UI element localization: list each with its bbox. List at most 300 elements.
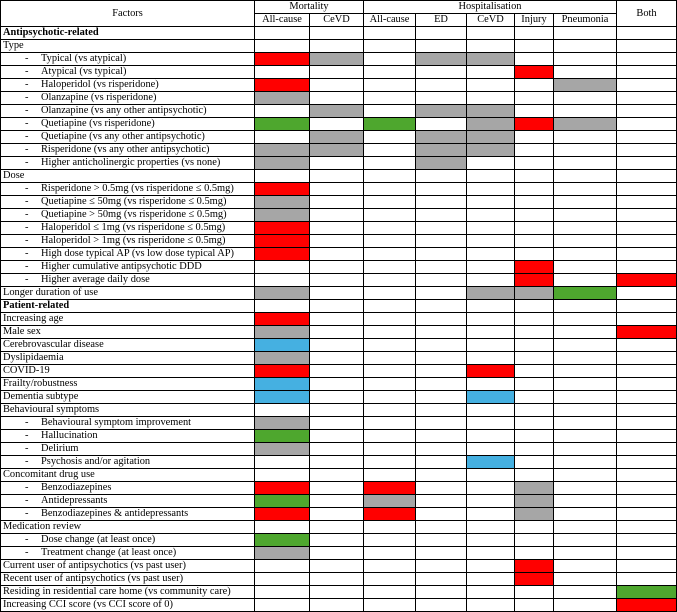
cell-hosp-cevd bbox=[467, 352, 515, 365]
cell-hosp-all-cause bbox=[364, 222, 416, 235]
cell-both bbox=[617, 495, 677, 508]
dash-marker: - bbox=[25, 131, 29, 142]
cell-mortality-all-cause bbox=[255, 586, 310, 599]
cell-both bbox=[617, 287, 677, 300]
cell-both bbox=[617, 352, 677, 365]
cell-mortality-cevd bbox=[310, 534, 364, 547]
cell-hosp-all-cause bbox=[364, 599, 416, 612]
cell-hosp-pneumonia bbox=[554, 66, 617, 79]
cell-mortality-cevd bbox=[310, 79, 364, 92]
cell-hosp-all-cause bbox=[364, 586, 416, 599]
table-row bbox=[1, 430, 677, 443]
cell-hosp-injury bbox=[515, 274, 554, 287]
cell-both bbox=[617, 248, 677, 261]
table-row bbox=[1, 196, 677, 209]
cell-hosp-all-cause bbox=[364, 404, 416, 417]
table-row bbox=[1, 248, 677, 261]
header-hospitalisation: Hospitalisation bbox=[364, 1, 617, 14]
cell-mortality-cevd bbox=[310, 27, 364, 40]
dash-marker: - bbox=[25, 495, 29, 506]
cell-hosp-injury bbox=[515, 144, 554, 157]
cell-hosp-pneumonia bbox=[554, 443, 617, 456]
dash-marker: - bbox=[25, 417, 29, 428]
cell-hosp-all-cause bbox=[364, 118, 416, 131]
cell-hosp-injury bbox=[515, 196, 554, 209]
cell-hosp-all-cause bbox=[364, 170, 416, 183]
cell-hosp-all-cause bbox=[364, 430, 416, 443]
cell-mortality-all-cause bbox=[255, 430, 310, 443]
table-row bbox=[1, 521, 677, 534]
cell-hosp-all-cause bbox=[364, 560, 416, 573]
factor-label: Behavioural symptoms bbox=[3, 404, 100, 415]
cell-hosp-cevd bbox=[467, 53, 515, 66]
cell-hosp-injury bbox=[515, 521, 554, 534]
cell-both bbox=[617, 443, 677, 456]
cell-mortality-cevd bbox=[310, 222, 364, 235]
cell-hosp-cevd bbox=[467, 560, 515, 573]
cell-mortality-all-cause bbox=[255, 495, 310, 508]
cell-hosp-injury bbox=[515, 404, 554, 417]
cell-hosp-cevd bbox=[467, 430, 515, 443]
cell-hosp-ed bbox=[416, 131, 467, 144]
cell-hosp-ed bbox=[416, 430, 467, 443]
cell-mortality-cevd bbox=[310, 482, 364, 495]
table-row bbox=[1, 586, 677, 599]
cell-both bbox=[617, 599, 677, 612]
cell-both bbox=[617, 573, 677, 586]
cell-both bbox=[617, 339, 677, 352]
factor-cell bbox=[1, 27, 255, 40]
cell-hosp-cevd bbox=[467, 157, 515, 170]
dash-marker: - bbox=[25, 235, 29, 246]
cell-mortality-all-cause bbox=[255, 92, 310, 105]
factor-cell bbox=[1, 391, 255, 404]
cell-hosp-cevd bbox=[467, 521, 515, 534]
table-row bbox=[1, 495, 677, 508]
cell-hosp-cevd bbox=[467, 196, 515, 209]
header-hosp-injury: Injury bbox=[515, 14, 554, 27]
table-row bbox=[1, 508, 677, 521]
cell-hosp-injury bbox=[515, 157, 554, 170]
cell-hosp-pneumonia bbox=[554, 248, 617, 261]
cell-hosp-pneumonia bbox=[554, 144, 617, 157]
cell-both bbox=[617, 378, 677, 391]
cell-hosp-all-cause bbox=[364, 92, 416, 105]
factor-cell bbox=[1, 599, 255, 612]
cell-hosp-ed bbox=[416, 469, 467, 482]
cell-hosp-injury bbox=[515, 573, 554, 586]
cell-hosp-pneumonia bbox=[554, 313, 617, 326]
cell-hosp-ed bbox=[416, 547, 467, 560]
cell-hosp-all-cause bbox=[364, 365, 416, 378]
factor-cell bbox=[1, 157, 255, 170]
cell-mortality-cevd bbox=[310, 404, 364, 417]
cell-hosp-pneumonia bbox=[554, 222, 617, 235]
cell-both bbox=[617, 209, 677, 222]
table-row bbox=[1, 274, 677, 287]
cell-mortality-all-cause bbox=[255, 326, 310, 339]
table-row bbox=[1, 365, 677, 378]
cell-hosp-all-cause bbox=[364, 183, 416, 196]
cell-hosp-injury bbox=[515, 300, 554, 313]
cell-mortality-cevd bbox=[310, 508, 364, 521]
cell-mortality-all-cause bbox=[255, 534, 310, 547]
factor-label: COVID-19 bbox=[3, 365, 50, 376]
cell-mortality-cevd bbox=[310, 456, 364, 469]
dash-marker: - bbox=[25, 534, 29, 545]
cell-both bbox=[617, 118, 677, 131]
factor-cell bbox=[1, 313, 255, 326]
cell-mortality-cevd bbox=[310, 326, 364, 339]
cell-hosp-cevd bbox=[467, 235, 515, 248]
cell-hosp-cevd bbox=[467, 222, 515, 235]
cell-mortality-all-cause bbox=[255, 274, 310, 287]
table-row bbox=[1, 456, 677, 469]
cell-mortality-cevd bbox=[310, 599, 364, 612]
cell-hosp-pneumonia bbox=[554, 261, 617, 274]
factor-label: Higher average daily dose bbox=[41, 274, 150, 285]
factor-label: Male sex bbox=[3, 326, 41, 337]
cell-hosp-all-cause bbox=[364, 66, 416, 79]
cell-hosp-ed bbox=[416, 482, 467, 495]
cell-both bbox=[617, 430, 677, 443]
factor-label: Atypical (vs typical) bbox=[41, 66, 127, 77]
cell-hosp-pneumonia bbox=[554, 586, 617, 599]
cell-hosp-cevd bbox=[467, 456, 515, 469]
cell-hosp-pneumonia bbox=[554, 547, 617, 560]
cell-hosp-cevd bbox=[467, 66, 515, 79]
table-row bbox=[1, 53, 677, 66]
factor-cell bbox=[1, 469, 255, 482]
cell-hosp-all-cause bbox=[364, 248, 416, 261]
factor-cell bbox=[1, 430, 255, 443]
cell-hosp-pneumonia bbox=[554, 430, 617, 443]
cell-mortality-cevd bbox=[310, 66, 364, 79]
factor-cell bbox=[1, 456, 255, 469]
cell-hosp-all-cause bbox=[364, 313, 416, 326]
cell-hosp-all-cause bbox=[364, 495, 416, 508]
table-row bbox=[1, 534, 677, 547]
cell-mortality-all-cause bbox=[255, 469, 310, 482]
cell-hosp-all-cause bbox=[364, 300, 416, 313]
cell-both bbox=[617, 105, 677, 118]
header-mortality-cevd: CeVD bbox=[310, 14, 364, 27]
cell-hosp-pneumonia bbox=[554, 326, 617, 339]
cell-hosp-ed bbox=[416, 209, 467, 222]
cell-hosp-cevd bbox=[467, 92, 515, 105]
cell-hosp-all-cause bbox=[364, 443, 416, 456]
dash-marker: - bbox=[25, 274, 29, 285]
factor-label: Medication review bbox=[3, 521, 82, 532]
cell-hosp-pneumonia bbox=[554, 131, 617, 144]
cell-hosp-pneumonia bbox=[554, 417, 617, 430]
cell-hosp-injury bbox=[515, 430, 554, 443]
cell-hosp-ed bbox=[416, 339, 467, 352]
cell-hosp-all-cause bbox=[364, 287, 416, 300]
dash-marker: - bbox=[25, 443, 29, 454]
cell-mortality-all-cause bbox=[255, 170, 310, 183]
factor-cell bbox=[1, 443, 255, 456]
cell-hosp-ed bbox=[416, 196, 467, 209]
cell-hosp-pneumonia bbox=[554, 456, 617, 469]
cell-both bbox=[617, 547, 677, 560]
table-row bbox=[1, 443, 677, 456]
factor-cell bbox=[1, 222, 255, 235]
cell-hosp-all-cause bbox=[364, 547, 416, 560]
cell-hosp-ed bbox=[416, 248, 467, 261]
cell-hosp-pneumonia bbox=[554, 274, 617, 287]
factor-cell bbox=[1, 495, 255, 508]
cell-hosp-injury bbox=[515, 456, 554, 469]
factor-cell bbox=[1, 378, 255, 391]
cell-mortality-cevd bbox=[310, 209, 364, 222]
cell-both bbox=[617, 521, 677, 534]
cell-hosp-cevd bbox=[467, 586, 515, 599]
factor-label: Quetiapine ≤ 50mg (vs risperidone ≤ 0.5mg) bbox=[41, 196, 227, 207]
dash-marker: - bbox=[25, 118, 29, 129]
cell-hosp-all-cause bbox=[364, 131, 416, 144]
cell-mortality-all-cause bbox=[255, 131, 310, 144]
cell-hosp-injury bbox=[515, 534, 554, 547]
cell-hosp-all-cause bbox=[364, 235, 416, 248]
factor-label: Olanzapine (vs any other antipsychotic) bbox=[41, 105, 207, 116]
cell-hosp-all-cause bbox=[364, 157, 416, 170]
dash-marker: - bbox=[25, 508, 29, 519]
cell-hosp-ed bbox=[416, 222, 467, 235]
table-row bbox=[1, 391, 677, 404]
table-row bbox=[1, 547, 677, 560]
cell-both bbox=[617, 170, 677, 183]
cell-hosp-ed bbox=[416, 508, 467, 521]
cell-both bbox=[617, 79, 677, 92]
cell-mortality-all-cause bbox=[255, 599, 310, 612]
cell-hosp-cevd bbox=[467, 547, 515, 560]
cell-hosp-all-cause bbox=[364, 521, 416, 534]
table-row bbox=[1, 157, 677, 170]
factor-label: Dementia subtype bbox=[3, 391, 79, 402]
cell-hosp-pneumonia bbox=[554, 573, 617, 586]
table-row bbox=[1, 469, 677, 482]
table-row bbox=[1, 144, 677, 157]
cell-hosp-pneumonia bbox=[554, 521, 617, 534]
cell-both bbox=[617, 157, 677, 170]
cell-both bbox=[617, 534, 677, 547]
factor-cell bbox=[1, 573, 255, 586]
factor-label: Typical (vs atypical) bbox=[41, 53, 127, 64]
cell-both bbox=[617, 417, 677, 430]
cell-mortality-all-cause bbox=[255, 404, 310, 417]
cell-hosp-ed bbox=[416, 92, 467, 105]
table-row bbox=[1, 92, 677, 105]
header-hosp-cevd: CeVD bbox=[467, 14, 515, 27]
cell-both bbox=[617, 456, 677, 469]
factor-cell bbox=[1, 352, 255, 365]
cell-hosp-pneumonia bbox=[554, 339, 617, 352]
cell-mortality-cevd bbox=[310, 300, 364, 313]
cell-hosp-ed bbox=[416, 456, 467, 469]
factor-cell bbox=[1, 183, 255, 196]
cell-hosp-cevd bbox=[467, 183, 515, 196]
table-row bbox=[1, 560, 677, 573]
factor-cell bbox=[1, 586, 255, 599]
cell-mortality-cevd bbox=[310, 495, 364, 508]
cell-mortality-cevd bbox=[310, 131, 364, 144]
cell-mortality-cevd bbox=[310, 196, 364, 209]
header-both: Both bbox=[617, 1, 677, 27]
table-row bbox=[1, 417, 677, 430]
cell-mortality-all-cause bbox=[255, 352, 310, 365]
cell-hosp-pneumonia bbox=[554, 170, 617, 183]
cell-hosp-pneumonia bbox=[554, 365, 617, 378]
cell-mortality-cevd bbox=[310, 443, 364, 456]
cell-mortality-all-cause bbox=[255, 261, 310, 274]
cell-hosp-all-cause bbox=[364, 196, 416, 209]
cell-mortality-cevd bbox=[310, 40, 364, 53]
factor-cell bbox=[1, 170, 255, 183]
cell-hosp-injury bbox=[515, 92, 554, 105]
dash-marker: - bbox=[25, 144, 29, 155]
cell-hosp-injury bbox=[515, 27, 554, 40]
cell-hosp-cevd bbox=[467, 79, 515, 92]
factor-label: Current user of antipsychotics (vs past user) bbox=[3, 560, 186, 571]
cell-hosp-cevd bbox=[467, 131, 515, 144]
table-row bbox=[1, 40, 677, 53]
cell-hosp-all-cause bbox=[364, 573, 416, 586]
cell-mortality-cevd bbox=[310, 586, 364, 599]
cell-mortality-all-cause bbox=[255, 287, 310, 300]
cell-mortality-cevd bbox=[310, 287, 364, 300]
header-hosp-pneumonia: Pneumonia bbox=[554, 14, 617, 27]
cell-hosp-ed bbox=[416, 300, 467, 313]
table-row bbox=[1, 209, 677, 222]
factor-cell bbox=[1, 248, 255, 261]
cell-hosp-cevd bbox=[467, 534, 515, 547]
cell-hosp-cevd bbox=[467, 27, 515, 40]
cell-hosp-injury bbox=[515, 443, 554, 456]
cell-hosp-ed bbox=[416, 157, 467, 170]
table-row bbox=[1, 170, 677, 183]
cell-mortality-all-cause bbox=[255, 183, 310, 196]
table-row bbox=[1, 352, 677, 365]
cell-both bbox=[617, 66, 677, 79]
table-row bbox=[1, 27, 677, 40]
factor-cell bbox=[1, 326, 255, 339]
factor-label: Haloperidol (vs risperidone) bbox=[41, 79, 159, 90]
table-row bbox=[1, 105, 677, 118]
cell-mortality-cevd bbox=[310, 53, 364, 66]
factor-label: Hallucination bbox=[41, 430, 98, 441]
cell-mortality-all-cause bbox=[255, 573, 310, 586]
factor-label: Residing in residential care home (vs community care) bbox=[3, 586, 231, 597]
cell-hosp-ed bbox=[416, 404, 467, 417]
dash-marker: - bbox=[25, 105, 29, 116]
cell-both bbox=[617, 235, 677, 248]
table-row bbox=[1, 118, 677, 131]
cell-mortality-cevd bbox=[310, 339, 364, 352]
cell-hosp-all-cause bbox=[364, 391, 416, 404]
cell-mortality-cevd bbox=[310, 170, 364, 183]
cell-both bbox=[617, 560, 677, 573]
factor-label: Dyslipidaemia bbox=[3, 352, 64, 363]
cell-hosp-cevd bbox=[467, 599, 515, 612]
table-row bbox=[1, 599, 677, 612]
cell-mortality-all-cause bbox=[255, 482, 310, 495]
dash-marker: - bbox=[25, 482, 29, 493]
cell-mortality-cevd bbox=[310, 365, 364, 378]
cell-hosp-injury bbox=[515, 508, 554, 521]
factor-label: Psychosis and/or agitation bbox=[41, 456, 151, 467]
factor-cell bbox=[1, 79, 255, 92]
factor-label: Treatment change (at least once) bbox=[41, 547, 177, 558]
factor-label: Longer duration of use bbox=[3, 287, 98, 298]
factor-cell bbox=[1, 300, 255, 313]
factor-cell bbox=[1, 209, 255, 222]
factor-cell bbox=[1, 560, 255, 573]
cell-mortality-cevd bbox=[310, 105, 364, 118]
cell-hosp-all-cause bbox=[364, 53, 416, 66]
cell-mortality-all-cause bbox=[255, 248, 310, 261]
factor-label: Higher cumulative antipsychotic DDD bbox=[41, 261, 202, 272]
factor-cell bbox=[1, 235, 255, 248]
factor-label: Antipsychotic-related bbox=[3, 27, 99, 38]
factor-label: Risperidone (vs any other antipsychotic) bbox=[41, 144, 210, 155]
cell-hosp-ed bbox=[416, 352, 467, 365]
factor-cell bbox=[1, 482, 255, 495]
cell-hosp-ed bbox=[416, 534, 467, 547]
cell-mortality-cevd bbox=[310, 313, 364, 326]
cell-hosp-ed bbox=[416, 443, 467, 456]
factor-label: Cerebrovascular disease bbox=[3, 339, 104, 350]
cell-hosp-pneumonia bbox=[554, 300, 617, 313]
cell-hosp-ed bbox=[416, 573, 467, 586]
cell-both bbox=[617, 300, 677, 313]
cell-hosp-cevd bbox=[467, 144, 515, 157]
cell-mortality-cevd bbox=[310, 560, 364, 573]
cell-mortality-cevd bbox=[310, 144, 364, 157]
factor-cell bbox=[1, 105, 255, 118]
cell-hosp-all-cause bbox=[364, 469, 416, 482]
factor-cell bbox=[1, 547, 255, 560]
cell-hosp-ed bbox=[416, 599, 467, 612]
cell-hosp-pneumonia bbox=[554, 534, 617, 547]
cell-mortality-cevd bbox=[310, 430, 364, 443]
factor-cell bbox=[1, 287, 255, 300]
cell-mortality-all-cause bbox=[255, 209, 310, 222]
cell-mortality-cevd bbox=[310, 235, 364, 248]
cell-both bbox=[617, 27, 677, 40]
cell-hosp-cevd bbox=[467, 313, 515, 326]
cell-hosp-cevd bbox=[467, 365, 515, 378]
factor-label: Type bbox=[3, 40, 24, 51]
cell-hosp-ed bbox=[416, 235, 467, 248]
cell-both bbox=[617, 92, 677, 105]
cell-mortality-cevd bbox=[310, 157, 364, 170]
cell-mortality-all-cause bbox=[255, 235, 310, 248]
header-factors: Factors bbox=[1, 1, 255, 27]
factor-cell bbox=[1, 508, 255, 521]
cell-mortality-all-cause bbox=[255, 157, 310, 170]
cell-hosp-ed bbox=[416, 521, 467, 534]
cell-hosp-cevd bbox=[467, 118, 515, 131]
cell-hosp-cevd bbox=[467, 404, 515, 417]
cell-hosp-pneumonia bbox=[554, 183, 617, 196]
header-row-groups bbox=[1, 1, 677, 14]
cell-hosp-injury bbox=[515, 547, 554, 560]
dash-marker: - bbox=[25, 547, 29, 558]
table-row bbox=[1, 313, 677, 326]
cell-hosp-all-cause bbox=[364, 27, 416, 40]
cell-hosp-all-cause bbox=[364, 456, 416, 469]
